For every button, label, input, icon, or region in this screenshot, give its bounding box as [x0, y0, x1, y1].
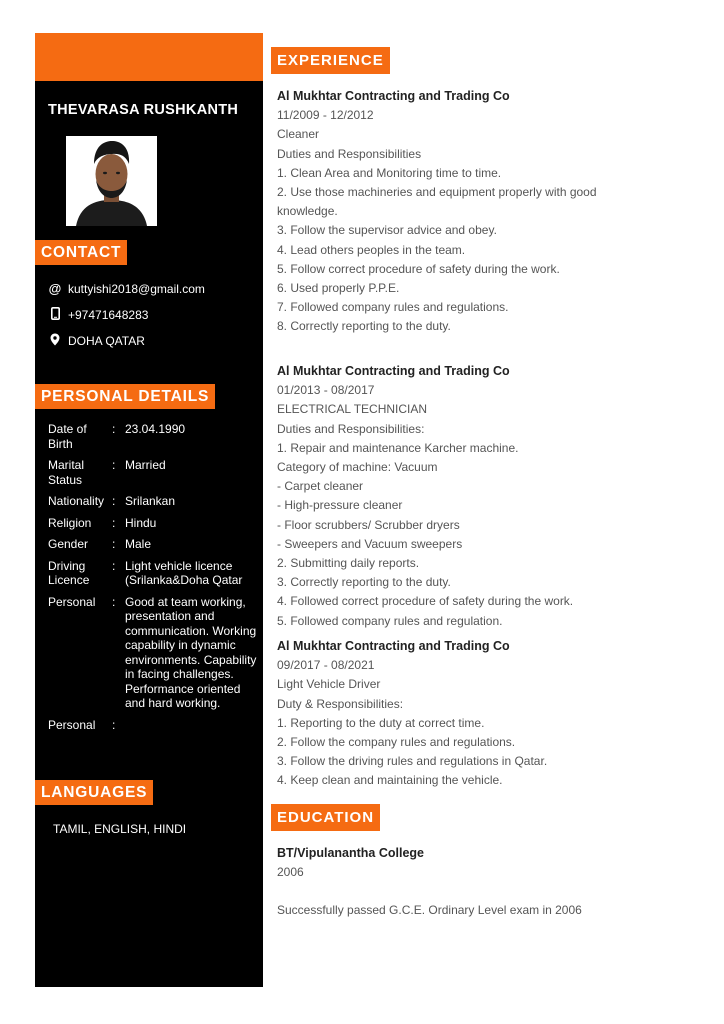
pd-value: Hindu — [125, 515, 157, 530]
languages-heading: LANGUAGES — [35, 780, 153, 805]
job-line: 5. Followed company rules and regulation. — [277, 613, 503, 628]
sidebar-accent-bar — [35, 33, 263, 81]
pd-key: Date of Birth — [48, 422, 87, 451]
job-line: Category of machine: Vacuum — [277, 460, 438, 475]
contact-location: DOHA QATAR — [68, 334, 145, 348]
experience-entry — [277, 362, 697, 631]
pd-key: Marital Status — [48, 458, 85, 487]
job-line: 4. Keep clean and maintaining the vehicle. — [277, 773, 503, 788]
personal-details-heading: PERSONAL DETAILS — [35, 384, 215, 409]
job-line: 4. Lead others peoples in the team. — [277, 242, 466, 257]
pd-value: 23.04.1990 — [125, 422, 186, 436]
job-line: 1. Repair and maintenance Karcher machine. — [277, 440, 519, 455]
job-period: 11/2009 - 12/2012 — [277, 108, 374, 123]
pd-value: Male — [125, 537, 152, 551]
job-line: 8. Correctly reporting to the duty. — [277, 319, 451, 334]
job-period: 09/2017 - 08/2021 — [277, 658, 375, 673]
pd-value — [125, 718, 263, 733]
pd-key: Driving Licence — [48, 558, 90, 587]
phone-icon — [48, 307, 62, 323]
job-line: - Sweepers and Vacuum sweepers — [277, 536, 463, 551]
education-institution: BT/Vipulanantha College — [277, 846, 425, 860]
contact-phone[interactable]: +97471648283 — [68, 308, 149, 322]
job-period: 01/2013 - 08/2017 — [277, 383, 375, 398]
pd-value: Srilankan — [125, 494, 176, 508]
pd-row-licence: Driving Licence : Light vehicle licence (Srilanka&Doha Qatar — [48, 559, 263, 588]
pd-row-dob: Date of Birth : 23.04.1990 — [48, 422, 263, 451]
pd-key: Personal — [48, 717, 96, 732]
education-entry — [277, 844, 697, 921]
pd-row-personal-2: Personal : — [48, 718, 263, 733]
job-company: Al Mukhtar Contracting and Trading Co — [277, 89, 510, 103]
pd-row-nationality: Nationality : Srilankan — [48, 494, 263, 509]
education-year: 2006 — [277, 865, 304, 880]
experience-entry — [277, 87, 697, 337]
job-line: 2. Use those machineries and equipment properly with good knowledge. — [277, 185, 597, 219]
candidate-name: THEVARASA RUSHKANTH — [48, 102, 239, 118]
job-role: Cleaner — [277, 127, 320, 142]
contact-heading: CONTACT — [35, 240, 127, 265]
pd-key: Religion — [48, 515, 92, 530]
job-line: 5. Follow correct procedure of safety during the work. — [277, 261, 560, 276]
languages-list: TAMIL, ENGLISH, HINDI — [53, 822, 187, 836]
job-line: Duties and Responsibilities — [277, 146, 422, 161]
pd-key: Personal — [48, 594, 96, 609]
at-icon: @ — [48, 281, 62, 296]
job-company: Al Mukhtar Contracting and Trading Co — [277, 364, 510, 378]
job-line: 2. Follow the company rules and regulations. — [277, 735, 516, 750]
contact-location-row — [48, 333, 145, 349]
experience-entry — [277, 637, 697, 791]
contact-email-row[interactable] — [48, 281, 205, 296]
job-line: 1. Reporting to the duty at correct time. — [277, 715, 485, 730]
job-line: 7. Followed company rules and regulations. — [277, 300, 509, 315]
sidebar — [35, 33, 263, 987]
job-role: Light Vehicle Driver — [277, 677, 381, 692]
job-line: 6. Used properly P.P.E. — [277, 281, 400, 296]
pd-value: Light vehicle licence (Srilanka&Doha Qatar — [125, 558, 243, 587]
experience-heading: EXPERIENCE — [271, 47, 390, 74]
job-line: Duties and Responsibilities: — [277, 421, 425, 436]
job-line: 3. Follow the supervisor advice and obey. — [277, 223, 497, 238]
pd-value: Married — [125, 458, 166, 472]
contact-phone-row[interactable] — [48, 307, 148, 323]
pd-row-marital: Marital Status : Married — [48, 458, 263, 487]
job-line: 4. Followed correct procedure of safety during the work. — [277, 594, 574, 609]
job-line: Duty & Responsibilities: — [277, 696, 404, 711]
personal-details-list — [48, 422, 263, 739]
job-line: 2. Submitting daily reports. — [277, 556, 420, 571]
education-heading: EDUCATION — [271, 804, 380, 831]
profile-photo — [66, 136, 157, 226]
job-role: ELECTRICAL TECHNICIAN — [277, 402, 428, 417]
pd-key: Nationality — [48, 494, 105, 508]
contact-email[interactable]: kuttyishi2018@gmail.com — [68, 281, 205, 296]
map-pin-icon — [48, 333, 62, 349]
pd-row-religion: Religion : Hindu — [48, 516, 263, 531]
education-description: Successfully passed G.C.E. Ordinary Level exam in 2006 — [277, 903, 582, 918]
pd-value: Good at team working, presentation and communication. Working capability in dynamic environments. Capability in facing challenges. Performance oriented and hard working. — [125, 594, 257, 710]
pd-row-gender: Gender : Male — [48, 537, 263, 552]
job-line: 3. Correctly reporting to the duty. — [277, 575, 451, 590]
job-line: - High-pressure cleaner — [277, 498, 403, 513]
pd-key: Gender — [48, 537, 89, 551]
job-line: 1. Clean Area and Monitoring time to time. — [277, 165, 502, 180]
job-line: - Floor scrubbers/ Scrubber dryers — [277, 517, 460, 532]
job-line: - Carpet cleaner — [277, 479, 364, 494]
job-line: 3. Follow the driving rules and regulations in Qatar. — [277, 754, 548, 769]
pd-row-personal: Personal : Good at team working, presentation and communication. Working capability in dynamic environments. Capability in facing challenges. Performance oriented and hard working. — [48, 595, 263, 711]
job-company: Al Mukhtar Contracting and Trading Co — [277, 639, 510, 653]
